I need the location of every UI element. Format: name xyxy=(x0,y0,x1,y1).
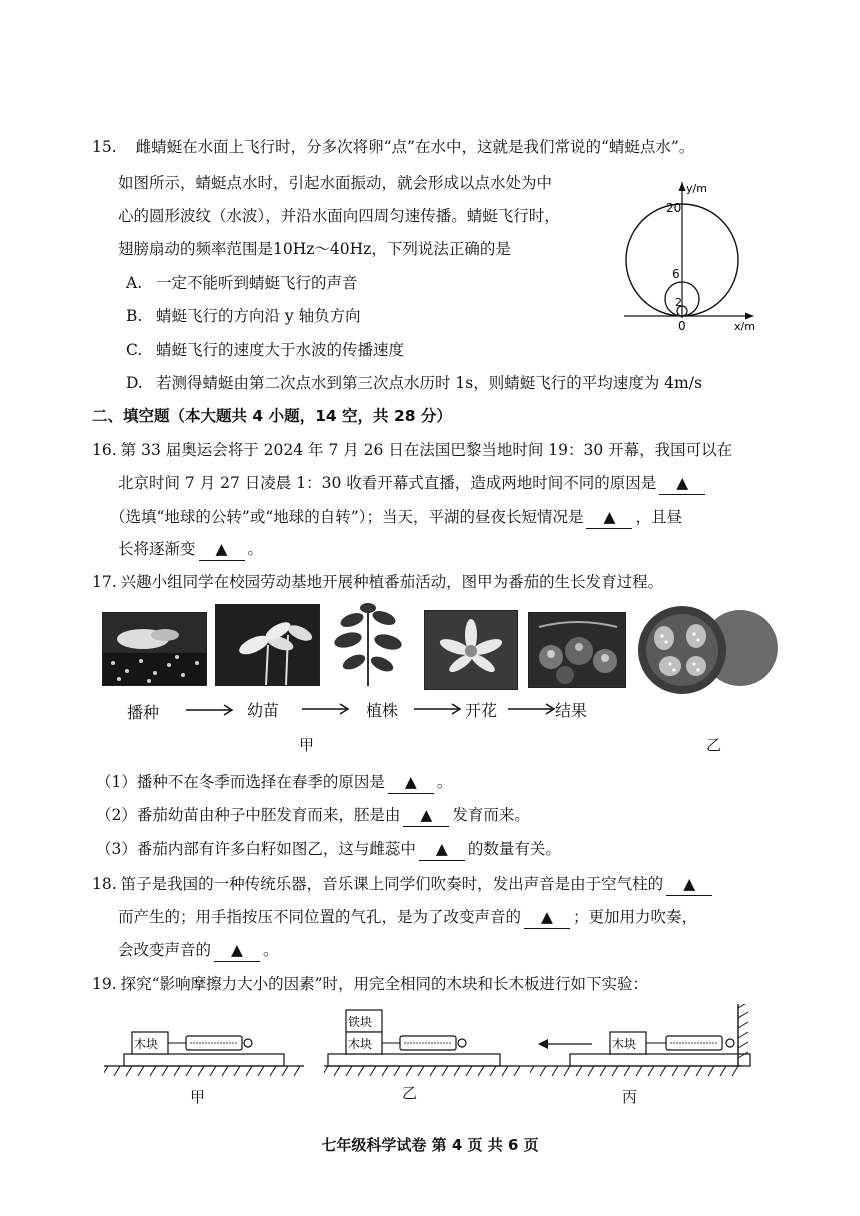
q17-sub-3: （3）番茄内部有许多白籽如图乙，这与雌蕊中 ▲ 的数量有关。 xyxy=(96,838,561,861)
x-axis-label: x/m xyxy=(734,320,755,333)
answer-blank[interactable]: ▲ xyxy=(419,838,465,861)
q15-line-3: 心的圆形波纹（水波），并沿水面向四周匀速传播。蜻蜓飞行时， xyxy=(118,207,560,225)
q17-stem: 17. 兴趣小组同学在校园劳动基地开展种植番茄活动，图甲为番茄的生长发育过程。 xyxy=(92,573,664,591)
svg-text:木块: 木块 xyxy=(134,1037,159,1051)
tick-20: 20 xyxy=(666,201,682,215)
photo-plant xyxy=(322,600,414,686)
friction-setup-a xyxy=(104,1010,314,1080)
section-title: 二、填空题（本大题共 4 小题，14 空，共 28 分） xyxy=(92,407,452,425)
answer-blank[interactable]: ▲ xyxy=(666,873,712,896)
photo-flower xyxy=(424,610,518,690)
arrow-icon xyxy=(414,703,464,715)
friction-setup-b xyxy=(324,1006,534,1080)
caption-jia: 甲 xyxy=(299,736,315,754)
svg-text:铁块: 铁块 xyxy=(348,1015,373,1029)
q18-line-1: 18. 笛子是我国的一种传统乐器，音乐课上同学们吹奏时，发出声音是由于空气柱的 ▲ xyxy=(92,873,715,896)
stage-plant: 植株 xyxy=(366,701,399,720)
q15-line-2: 如图所示，蜻蜓点水时，引起水面振动，就会形成以点水处为中 xyxy=(118,174,553,192)
stage-sowing: 播种 xyxy=(127,703,160,722)
stage-seedling: 幼苗 xyxy=(247,701,280,720)
caption-setup-c: 丙 xyxy=(622,1088,638,1106)
friction-setup-c xyxy=(530,1004,758,1084)
y-axis-label: y/m xyxy=(686,182,707,195)
arrow-icon xyxy=(508,703,558,715)
answer-blank[interactable]: ▲ xyxy=(403,804,449,827)
q16-line-4: 长将逐渐变 ▲ 。 xyxy=(118,538,263,561)
svg-text:木块: 木块 xyxy=(348,1037,373,1051)
answer-blank[interactable]: ▲ xyxy=(659,472,705,495)
q18-line-3: 会改变声音的 ▲ 。 xyxy=(118,939,279,962)
page-footer: 七年级科学试卷 第 4 页 共 6 页 xyxy=(321,1136,539,1154)
q16-line-3: （选填“地球的公转”或“地球的自转”）；当天，平湖的昼夜长短情况是 ▲ ，且昼 xyxy=(110,506,682,529)
q15-line-1: 15. 雌蜻蜓在水面上飞行时，分多次将卵“点”在水中，这就是我们常说的“蜻蜓点水”。 xyxy=(92,138,695,156)
q15-option-b: B. 蜻蜓飞行的方向沿 y 轴负方向 xyxy=(126,307,361,325)
question-number: 15. xyxy=(92,138,117,156)
caption-setup-a: 甲 xyxy=(190,1088,206,1106)
answer-blank[interactable]: ▲ xyxy=(586,506,632,529)
answer-blank[interactable]: ▲ xyxy=(199,538,245,561)
tick-6: 6 xyxy=(672,267,680,281)
q17-sub-1: （1）播种不在冬季而选择在春季的原因是 ▲ 。 xyxy=(96,771,452,794)
q16-line-1: 16. 第 33 届奥运会将于 2024 年 7 月 26 日在法国巴黎当地时间 19：30 开幕，我国可以在 xyxy=(92,441,733,459)
photo-sowing xyxy=(102,612,207,686)
q15-option-d: D. 若测得蜻蜓由第二次点水到第三次点水历时 1s，则蜻蜓飞行的平均速度为 4m/s xyxy=(126,374,702,392)
photo-tomato-cross-section xyxy=(630,598,780,696)
arrow-left-icon xyxy=(538,1039,548,1049)
q19-stem: 19. 探究“影响摩擦力大小的因素”时，用完全相同的木块和长木板进行如下实验： xyxy=(92,975,649,993)
q16-line-2: 北京时间 7 月 27 日凌晨 1：30 收看开幕式直播，造成两地时间不同的原因是 ▲ xyxy=(118,472,708,495)
stage-fruiting: 结果 xyxy=(555,701,588,720)
q15-option-a: A. 一定不能听到蜻蜓飞行的声音 xyxy=(126,274,358,292)
caption-yi: 乙 xyxy=(706,736,722,754)
origin-label: 0 xyxy=(678,319,686,333)
q17-sub-2: （2）番茄幼苗由种子中胚发育而来，胚是由 ▲ 发育而来。 xyxy=(96,804,530,827)
tick-2: 2 xyxy=(675,296,682,309)
q18-line-2: 而产生的；用手指按压不同位置的气孔，是为了改变声音的 ▲ ；更加用力吹奏， xyxy=(118,906,697,929)
photo-seedling xyxy=(215,604,320,686)
answer-blank[interactable]: ▲ xyxy=(524,906,570,929)
ripple-diagram xyxy=(620,180,770,340)
arrow-icon xyxy=(302,703,352,715)
photo-fruit xyxy=(528,612,626,688)
q15-option-c: C. 蜻蜓飞行的速度大于水波的传播速度 xyxy=(126,341,405,359)
stage-flowering: 开花 xyxy=(465,701,498,720)
answer-blank[interactable]: ▲ xyxy=(388,771,434,794)
arrow-icon xyxy=(186,704,236,716)
q15-line-4: 翅膀扇动的频率范围是10Hz～40Hz，下列说法正确的是 xyxy=(118,240,511,258)
svg-text:木块: 木块 xyxy=(612,1037,637,1051)
answer-blank[interactable]: ▲ xyxy=(214,939,260,962)
caption-setup-b: 乙 xyxy=(402,1084,418,1102)
